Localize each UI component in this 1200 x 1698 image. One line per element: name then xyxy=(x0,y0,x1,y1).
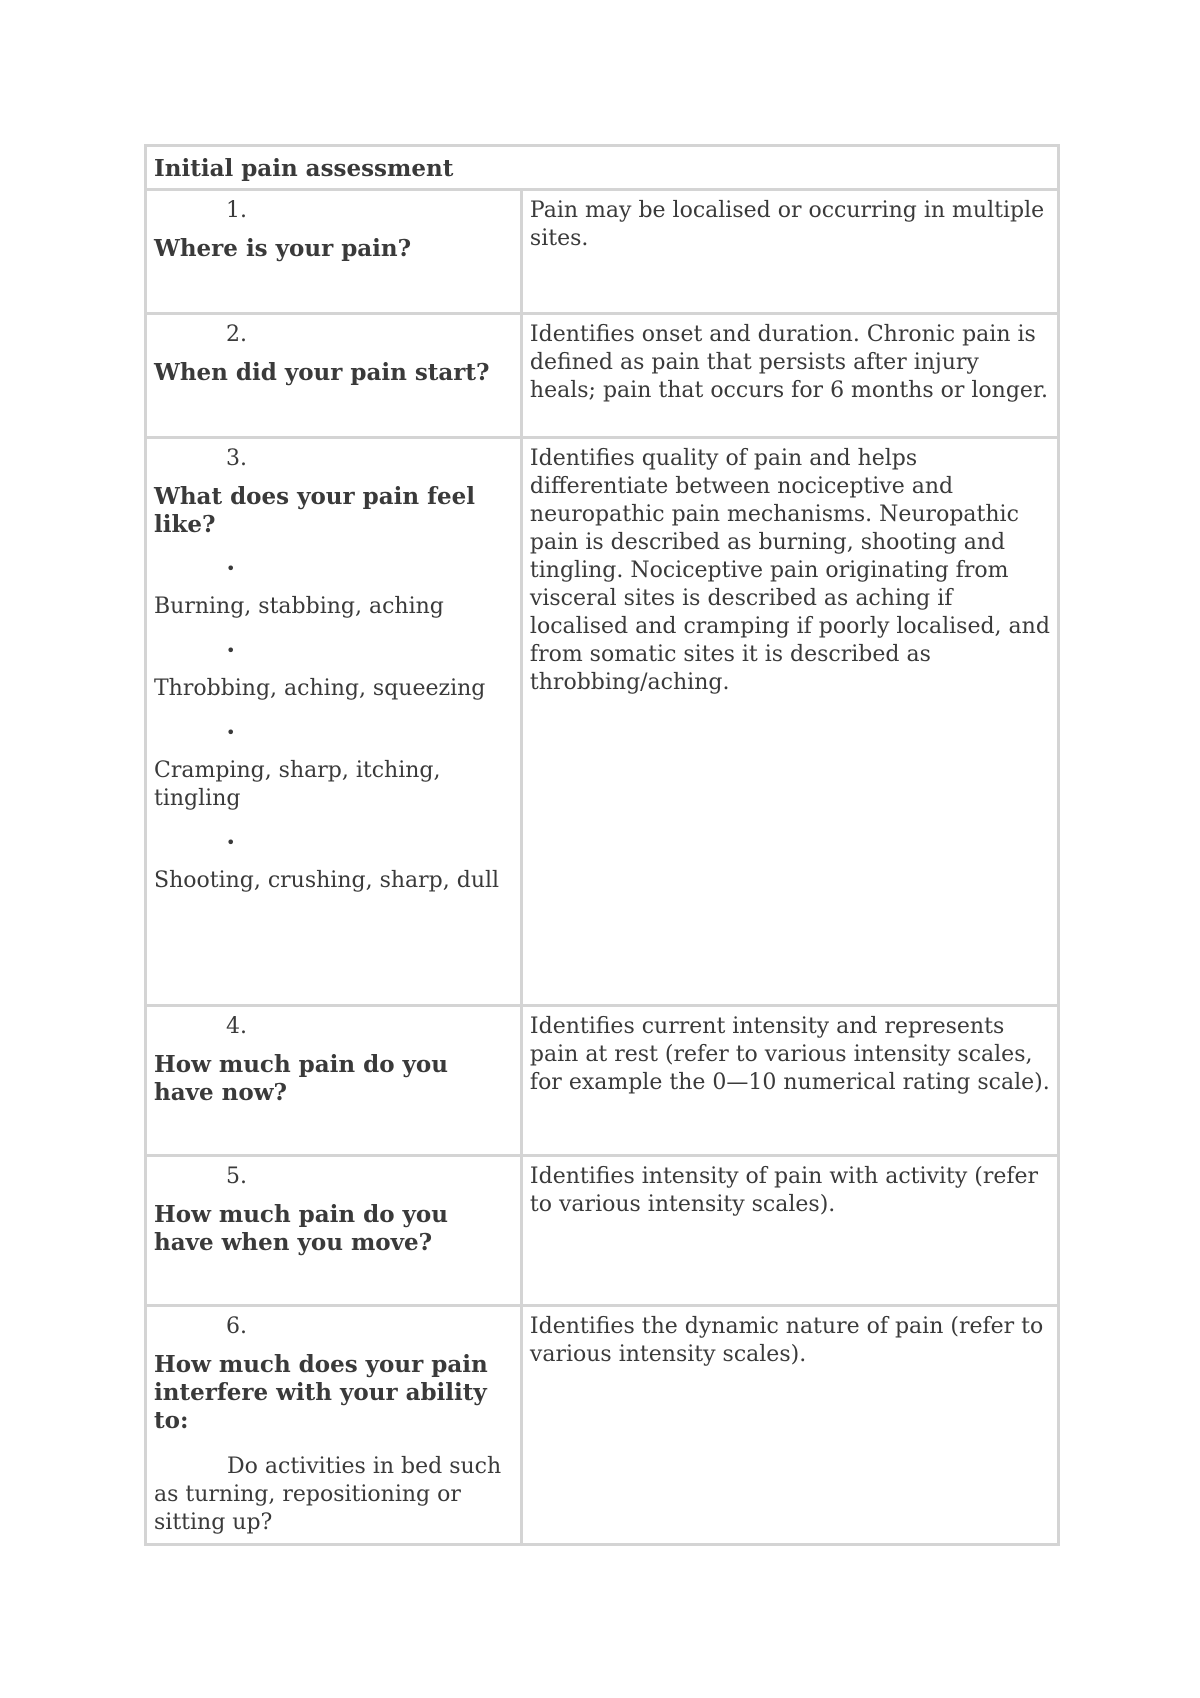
question-text: How much pain do you have when you move? xyxy=(154,1201,448,1256)
table-row xyxy=(146,314,1059,438)
question-text: What does your pain feel like? xyxy=(154,483,476,538)
description-text: Pain may be localised or occurring in multiple sites. xyxy=(529,198,1045,251)
question-cell xyxy=(146,1156,522,1306)
table-title: Initial pain assessment xyxy=(146,146,1059,190)
question-number: 6. xyxy=(226,1314,247,1339)
question-cell xyxy=(146,314,522,438)
question-cell xyxy=(146,190,522,314)
description-cell xyxy=(521,190,1058,314)
question-text: When did your pain start? xyxy=(154,359,490,386)
option-text: Shooting, crushing, sharp, dull xyxy=(154,868,500,893)
description-text: Identifies current intensity and represents pain at rest (refer to various intensity scales, for example the 0—10 numerical rating scale). xyxy=(529,1014,1050,1095)
question-text: How much does your pain interfere with your ability to: xyxy=(154,1351,488,1434)
table-row xyxy=(146,1006,1059,1156)
description-cell xyxy=(521,438,1058,1006)
option-text: Throbbing, aching, squeezing xyxy=(154,676,486,701)
description-text: Identifies intensity of pain with activity (refer to various intensity scales). xyxy=(529,1164,1039,1217)
table-row xyxy=(146,1156,1059,1306)
bullet-marker: • xyxy=(226,559,236,578)
question-number: 5. xyxy=(226,1164,247,1189)
option-text: Burning, stabbing, aching xyxy=(154,594,444,619)
sub-item-text: Do activities in bed such as turning, repositioning or sitting up? xyxy=(154,1454,502,1535)
description-text: Identifies the dynamic nature of pain (refer to various intensity scales). xyxy=(529,1314,1044,1367)
bullet-marker: • xyxy=(226,641,236,660)
document-page xyxy=(144,144,1060,1546)
table-title-row xyxy=(146,146,1059,190)
description-text: Identifies onset and duration. Chronic pain is defined as pain that persists after injury heals; pain that occurs for 6 months or longer. xyxy=(529,322,1049,403)
question-text: How much pain do you have now? xyxy=(154,1051,448,1106)
table-row xyxy=(146,190,1059,314)
question-number: 3. xyxy=(226,446,247,471)
pain-assessment-table xyxy=(144,144,1060,1546)
description-cell xyxy=(521,1306,1058,1545)
description-cell xyxy=(521,1006,1058,1156)
table-row xyxy=(146,1306,1059,1545)
table-row xyxy=(146,438,1059,1006)
question-number: 4. xyxy=(226,1014,247,1039)
description-cell xyxy=(521,314,1058,438)
question-number: 1. xyxy=(226,198,247,223)
question-cell xyxy=(146,438,522,1006)
bullet-marker: • xyxy=(226,833,236,852)
option-text: Cramping, sharp, itching, tingling xyxy=(154,758,441,811)
description-text: Identifies quality of pain and helps differentiate between nociceptive and neuropathic pain mechanisms. Neuropathic pain is described as burning, shooting and tingling. Nociceptive pain originating from visceral sites is described as aching if localised and cramping if poorly localised, and from somatic sites it is described as throbbing/aching. xyxy=(529,446,1050,695)
bullet-marker: • xyxy=(226,723,236,742)
question-cell xyxy=(146,1306,522,1545)
question-text: Where is your pain? xyxy=(154,235,412,262)
description-cell xyxy=(521,1156,1058,1306)
question-cell xyxy=(146,1006,522,1156)
question-number: 2. xyxy=(226,322,247,347)
